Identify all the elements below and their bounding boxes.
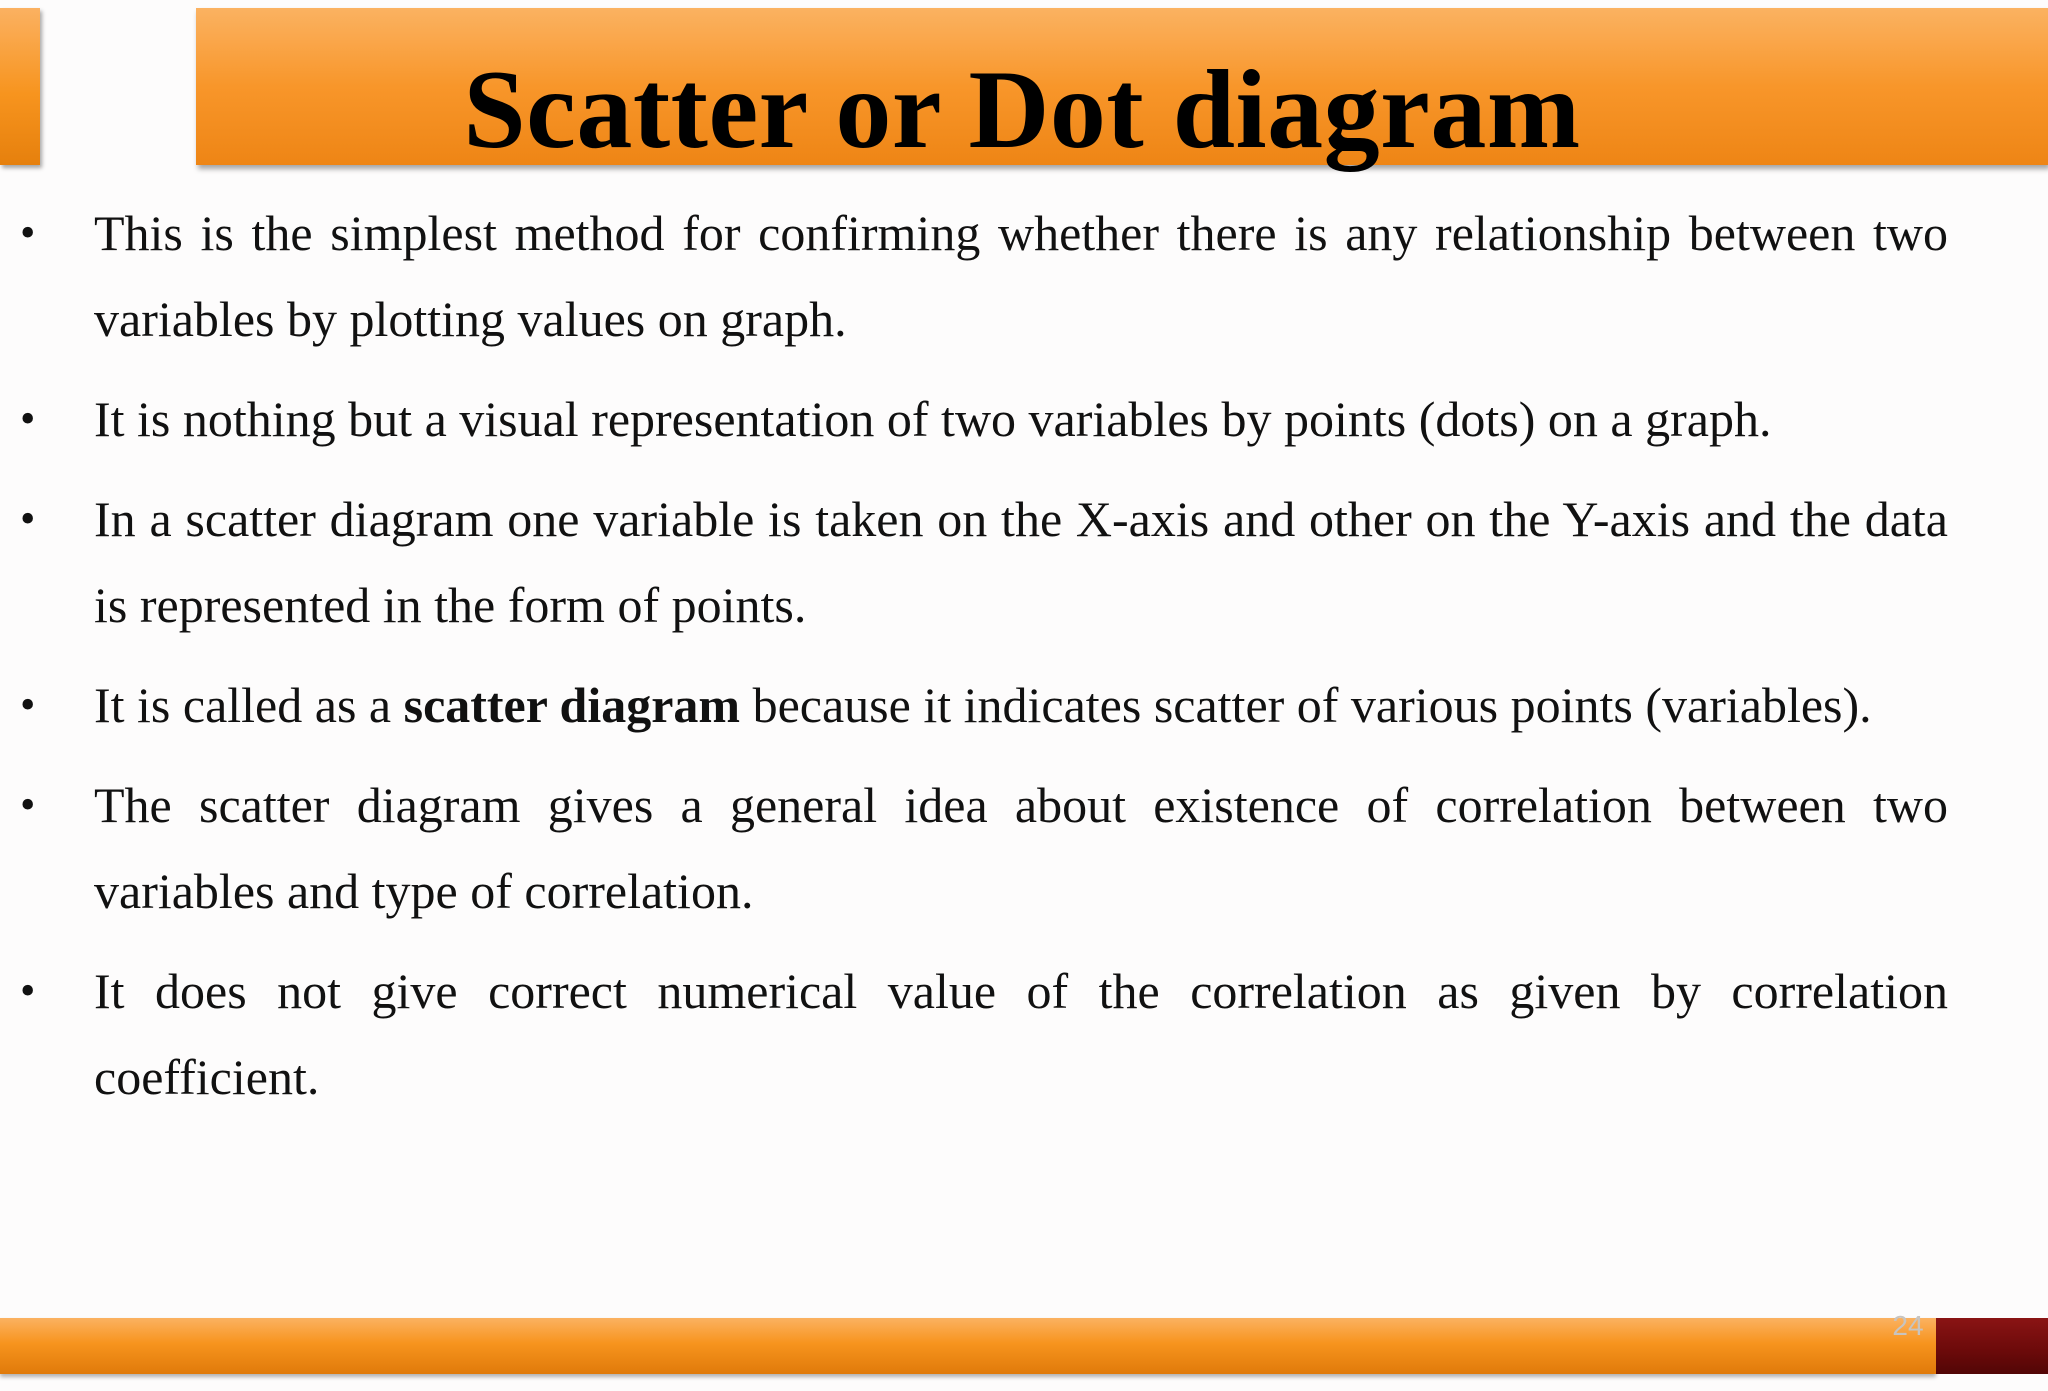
bullet-text-before: It is called as a xyxy=(94,677,404,733)
footer-bar xyxy=(0,1318,1936,1374)
bullet-text-bold: scatter diagram xyxy=(403,677,741,733)
bullet-text: In a scatter diagram one variable is taken on the X-axis and other on the Y-axis and the data is represented in the form of points. xyxy=(94,491,1948,633)
bullet-icon: • xyxy=(20,780,36,829)
bullet-list xyxy=(0,190,2048,1134)
page-number: 24 xyxy=(1892,1310,1924,1341)
bullet-text: This is the simplest method for confirming whether there is any relationship between two variables by plotting values on graph. xyxy=(94,205,1948,347)
bullet-text-after: because it indicates scatter of various points (variables). xyxy=(740,677,1872,733)
bullet-item xyxy=(0,762,2048,934)
bullet-icon: • xyxy=(20,680,36,729)
bullet-text xyxy=(94,662,1948,748)
bullet-text: It does not give correct numerical value of the correlation as given by correlation coefficient. xyxy=(94,963,1948,1105)
footer-block xyxy=(1936,1318,2048,1374)
bullet-icon: • xyxy=(20,394,36,443)
bullet-text: It is nothing but a visual representation of two variables by points (dots) on a graph. xyxy=(94,391,1772,447)
bullet-icon: • xyxy=(20,208,36,257)
bullet-item xyxy=(0,662,2048,748)
bullet-text: The scatter diagram gives a general idea about existence of correlation between two variables and type of correlation. xyxy=(94,777,1948,919)
bullet-item xyxy=(0,476,2048,648)
bullet-item xyxy=(0,190,2048,362)
slide-title: Scatter or Dot diagram xyxy=(463,48,1581,172)
bullet-icon: • xyxy=(20,966,36,1015)
bullet-item xyxy=(0,376,2048,462)
left-accent-tab xyxy=(0,8,40,165)
bullet-icon: • xyxy=(20,494,36,543)
bullet-item xyxy=(0,948,2048,1120)
